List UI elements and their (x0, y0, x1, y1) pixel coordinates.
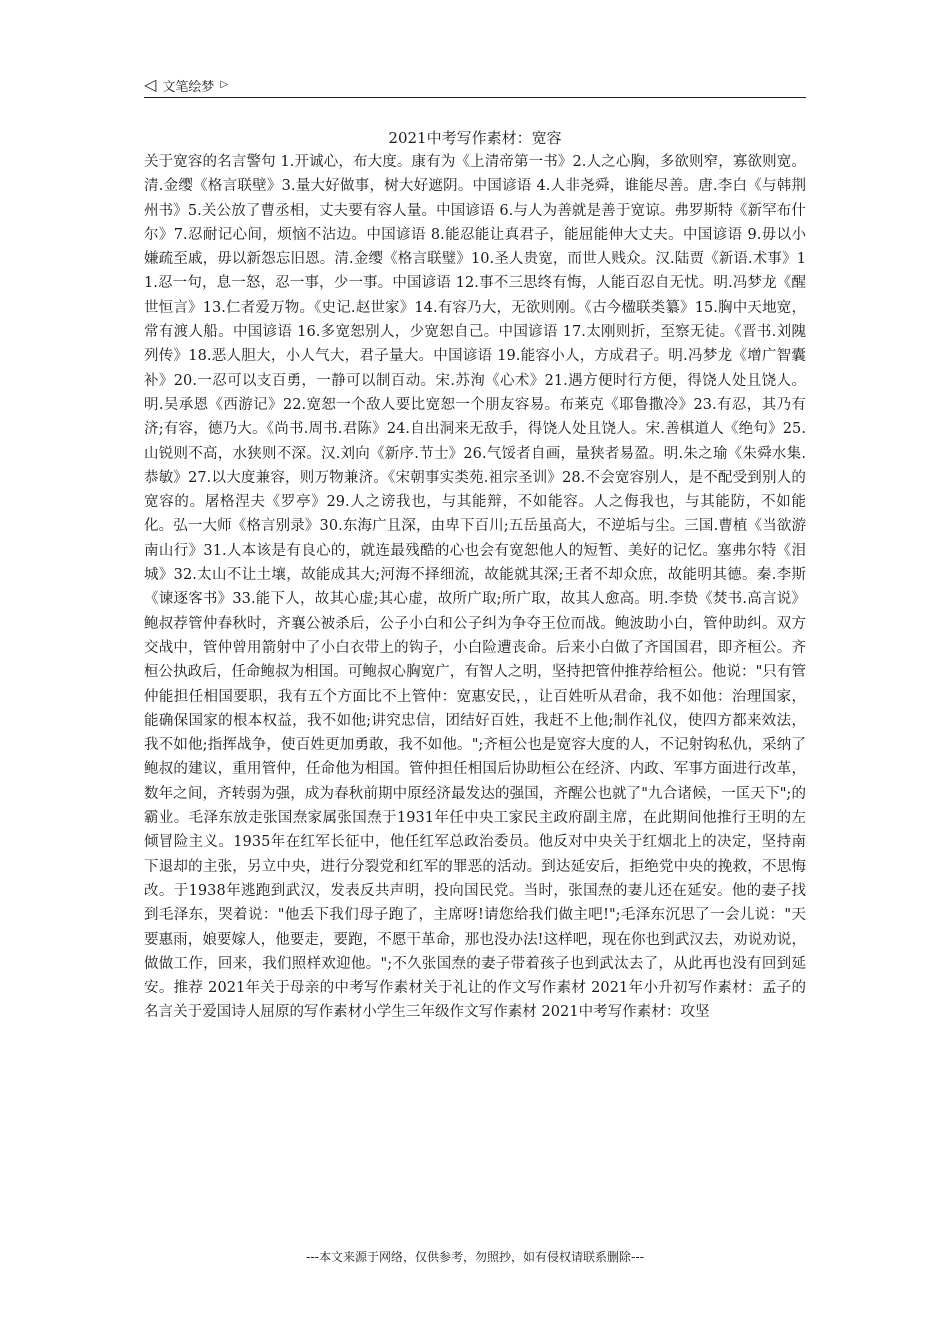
triangle-left-icon: ◁ (144, 75, 157, 94)
document-body: 关于宽容的名言警句 1.开诚心，布大度。康有为《上清帝第一书》2.人之心胸，多欲则窄，寡欲则宽。清.金缨《格言联壁》3.量大好做事，树大好遮阴。中国谚语 4.人非尧舜，谁能尽善。唐.李白《与韩荆州书》5.关公放了曹丞相，丈夫要有容人量。中国谚语 6.与人为善就是善于宽谅。弗罗斯特《新罕布什尔》7.忍耐记心间，烦恼不沾边。中国谚语 8.能忍能让真君子，能屈能伸大丈夫。中国谚语 9.毋以小嫌疏至戚，毋以新怨忘旧恩。清.金缨《格言联璧》10.圣人贵宽，而世人贱众。汉.陆贾《新语.术事》11.忍一句，息一怒，忍一事，少一事。中国谚语 12.事不三思终有悔，人能百忍自无忧。明.冯梦龙《醒世恒言》13.仁者爱万物。《史记.赵世家》14.有容乃大，无欲则刚。《古今楹联类纂》15.胸中天地宽，常有渡人船。中国谚语 16.多宽恕别人，少宽恕自己。中国谚语 17.太刚则折，至察无徒。《晋书.刘隗列传》18.恶人胆大，小人气大，君子量大。中国谚语 19.能容小人，方成君子。明.冯梦龙《增广智囊补》20.一忍可以支百勇，一静可以制百动。宋.苏洵《心术》21.遇方便时行方便，得饶人处且饶人。明.吴承恩《西游记》22.宽恕一个敌人要比宽恕一个朋友容易。布莱克《耶鲁撒冷》23.有忍，其乃有济;有容，德乃大。《尚书.周书.君陈》24.自出洞来无敌手，得饶人处且饶人。宋.善棋道人《绝句》25.山锐则不高，水狭则不深。汉.刘向《新序.节士》26.气馁者自画，量狭者易盈。明.朱之瑜《朱舜水集.恭敏》27.以大度兼容，则万物兼济。《宋朝事实类苑.祖宗圣训》28.不会宽容别人，是不配受到别人的宽容的。屠格涅夫《罗亭》29.人之谤我也，与其能辩，不如能容。人之侮我也，与其能防，不如能化。弘一大师《格言别录》30.东海广且深，由卑下百川;五岳虽高大，不逆垢与尘。三国.曹植《当欲游南山行》31.人本该是有良心的，就连最残酷的心也会有宽恕他人的短暂、美好的记忆。塞弗尔特《泪城》32.太山不让土壤，故能成其大;河海不择细流，故能就其深;王者不却众庶，故能明其德。秦.李斯《谏逐客书》33.能下人，故其心虚;其心虚，故所广取;所广取，故其人愈高。明.李贽《焚书.高言说》鲍叔荐管仲春秋时，齐襄公被杀后，公子小白和公子纠为争夺王位而战。鲍波助小白，管仲助纠。双方交战中，管仲曾用箭射中了小白衣带上的钩子，小白险遭丧命。后来小白做了齐国国君，即齐桓公。齐桓公执政后，任命鲍叔为相国。可鲍叔心胸宽广，有智人之明，坚持把管仲推荐给桓公。他说："只有管仲能担任相国要职，我有五个方面比不上管仲：宽惠安民，，让百姓听从君命，我不如他：治理国家，能确保国家的根本权益，我不如他;讲究忠信，团结好百姓，我赶不上他;制作礼仪，使四方都来效法，我不如他;指挥战争，使百姓更加勇敢，我不如他。";齐桓公也是宽容大度的人，不记射钩私仇，采纳了鲍叔的建议，重用管仲，任命他为相国。管仲担任相国后协助桓公在经济、内政、军事方面进行改革，数年之间，齐转弱为强，成为春秋前期中原经济最发达的强国，齐醒公也就了"九合诸候，一匡天下";的霸业。毛泽东放走张国焘家属张国焘于1931年任中央工家民主政府副主席，在此期间他推行王明的左倾冒险主义。1935年在红军长征中，他任红军总政治委员。他反对中央关于红烟北上的决定，坚持南下退却的主张，另立中央，进行分裂党和红军的罪恶的活动。到达延安后，拒绝党中央的挽救，不思悔改。于1938年逃跑到武汉，发表反共声明，投向国民党。当时，张国焘的妻儿还在延安。他的妻子找到毛泽东，哭着说："他丢下我们母子跑了，主席呀!请您给我们做主吧!";毛泽东沉思了一会儿说："天要惠雨，娘要嫁人，他要走，要跑，不愿干革命，那也没办法!这样吧，现在你也到武汉去，劝说劝说，做做工作，回来，我们照样欢迎他。";不久张国焘的妻子带着孩子也到武汰去了，从此再也没有回到延安。推荐 2021年关于母亲的中考写作素材关于礼让的作文写作素材 2021年小升初写作素材：孟子的名言关于爱国诗人屈原的写作素材小学生三年级作文写作素材 2021中考写作素材：攻坚 (144, 154, 806, 1021)
page-header (144, 74, 806, 96)
footer-notice: ---本文来源于网络，仅供参考，勿照抄，如有侵权请联系删除--- (306, 1250, 644, 1264)
header-brand: 文笔绘梦 (162, 79, 215, 95)
triangle-right-icon: ▷ (220, 79, 229, 90)
header-divider (144, 97, 806, 98)
document-title: 2021中考写作素材：宽容 (388, 129, 562, 147)
